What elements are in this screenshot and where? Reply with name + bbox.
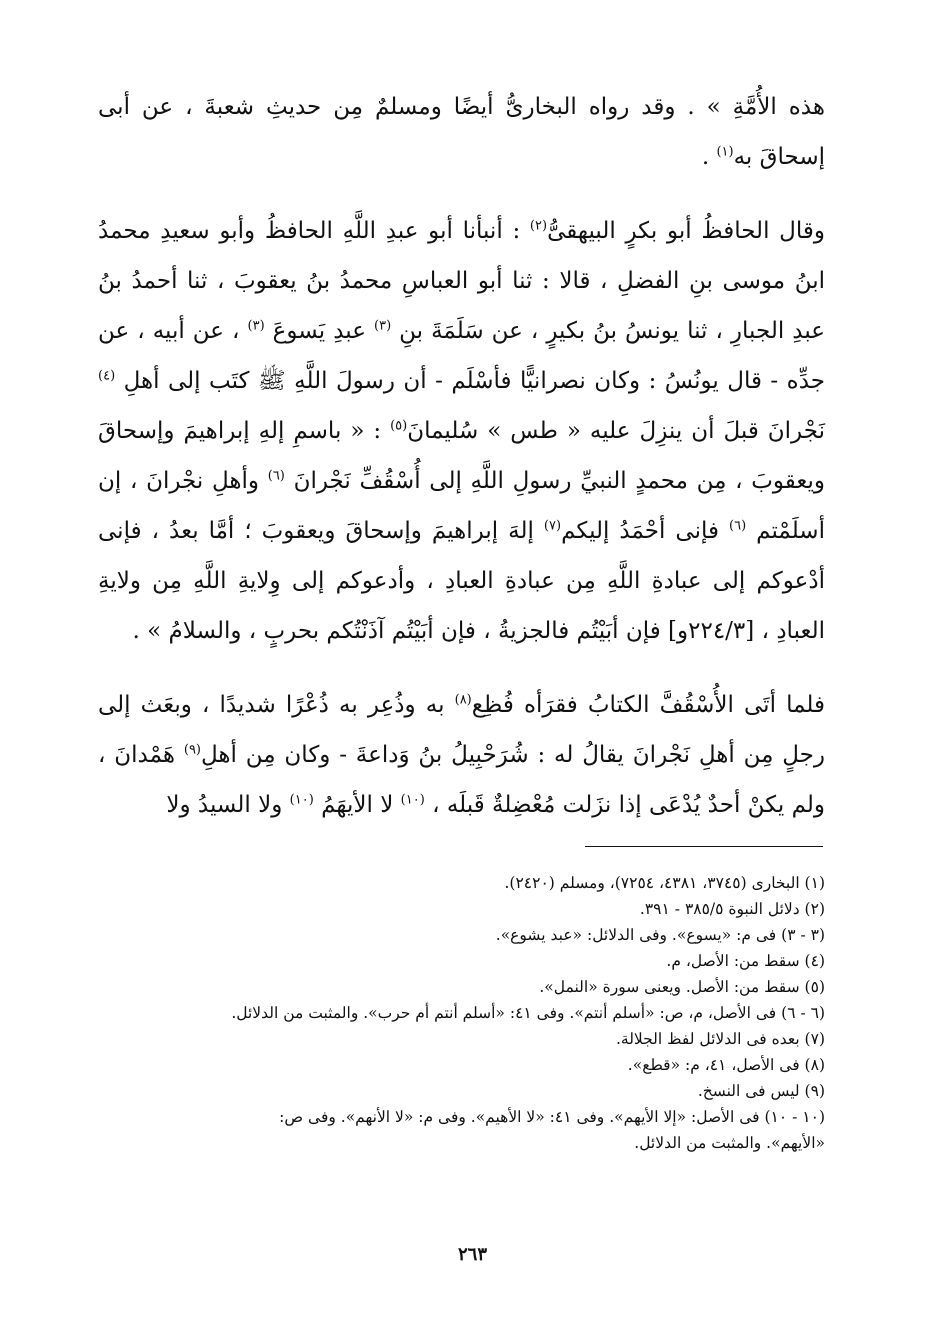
text-run: إلهَ إبراهيمَ وإسحاقَ ويعقوبَ ؛ أمَّا بعدُ ، فإنى أدْعوكم إلى عبادةِ اللَّهِ مِن عبادةِ العبادِ ، وأدعوكم إلى وِلايةِ اللَّهِ مِن ولايةِ العبادِ ، [٢٢٤/٣و] فإن أبَيْتُم فالجزيةُ ، فإن أبَيْتُم آذَنْتُكم بحربٍ ، والسلامُ » . bbox=[98, 518, 825, 644]
footnote-ref: (٥) bbox=[390, 418, 408, 434]
footnote: (٤) سقط من: الأصل، م. bbox=[666, 952, 825, 970]
text-run: عبدِ يَسوعَ bbox=[264, 318, 374, 344]
footnote: (٢) دلائل النبوة ٣٨٥/٥ - ٣٩١. bbox=[639, 900, 825, 918]
paragraph-1 bbox=[98, 82, 825, 182]
page-number: ٢٦٣ bbox=[457, 1244, 487, 1265]
footnote: (٧) بعده فى الدلائل لفظ الجلالة. bbox=[615, 1030, 825, 1048]
footnote-ref: (٧) bbox=[543, 518, 562, 534]
paragraph-3 bbox=[98, 680, 825, 830]
text-run: فإنى أحْمَدُ إليكم bbox=[561, 518, 729, 544]
footnote-ref: (٢) bbox=[529, 218, 548, 234]
footnote-ref: (١٠) bbox=[289, 792, 314, 808]
footnote-ref: (٨) bbox=[454, 692, 472, 708]
text-run: وأهلِ نجْرانَ ، إن أسلَمْتم bbox=[98, 468, 825, 544]
text-run: : « باسمِ إلهِ إبراهيمَ وإسحاقَ ويعقوبَ ، مِن محمدٍ النبيِّ رسولِ اللَّهِ إلى أُسْقُفِّ نَجْرانَ bbox=[98, 418, 825, 494]
text-run: ، عن أبيه ، عن جدِّه - قال يونُسُ : وكان نصرانيًّا فأسْلَم - أن رسولَ اللَّهِ ﷺ كتَب إلى أهلِ bbox=[98, 318, 825, 394]
footnote: (٣ - ٣) فى م: «يسوع». وفى الدلائل: «عبد يشوع». bbox=[495, 926, 825, 944]
footnote-ref: (٦) bbox=[729, 518, 747, 534]
text-run: هذه الأُمَّةِ » . وقد رواه البخارىُّ أيضًا ومسلمٌ مِن حديثِ شعبةَ ، عن أبى إسحاقَ به bbox=[98, 94, 825, 170]
footnote: (٥) سقط من: الأصل. ويعنى سورة «النمل». bbox=[539, 978, 825, 996]
text-run: نَجْرانَ قبلَ أن ينزِلَ عليه « طس » سُليمانَ bbox=[407, 418, 825, 444]
text-run: وقال الحافظُ أبو بكرٍ البيهقىُّ bbox=[547, 218, 825, 244]
text-run: : أنبأنا أبو عبدِ اللَّهِ الحافظُ وأبو سعيدِ محمدُ ابنُ موسى بنِ الفضلِ ، قالا : ثنا أبو العباسِ محمدُ بنُ يعقوبَ ، ثنا أحمدُ بنُ عبدِ الجبارِ ، ثنا يونسُ بنُ بكيرٍ ، عن سَلَمَةَ بنِ bbox=[98, 218, 825, 344]
footnote: (٦ - ٦) فى الأصل، م، ص: «أسلم أنتم». وفى ٤١: «أسلم أنتم أم حرب». والمثبت من الدلائل. bbox=[231, 1004, 825, 1022]
footnotes bbox=[98, 870, 825, 1156]
footnote-ref: (٣) bbox=[247, 318, 265, 334]
text-run: هَمْدانَ ، ولم يكنْ أحدٌ يُدْعَى إذا نزَلت مُعْضِلةٌ قَبلَه ، bbox=[98, 742, 825, 818]
footnote: (٩) ليس فى النسخ. bbox=[697, 1082, 825, 1100]
footnote-ref: (٩) bbox=[183, 742, 201, 758]
main-text bbox=[98, 82, 825, 830]
text-run: ولا السيدُ ولا bbox=[166, 792, 290, 818]
text-run: لا الأيهَمُ bbox=[313, 792, 401, 818]
footnote: (١) البخارى (٣٧٤٥، ٤٣٨١، ٧٢٥٤)، ومسلم (٢٤٢٠). bbox=[504, 874, 825, 892]
footnote-ref: (٣) bbox=[374, 318, 392, 334]
footnote-ref: (١٠) bbox=[400, 792, 425, 808]
footnote-ref: (١) bbox=[716, 144, 734, 160]
text-run: فلما أتَى الأُسْقُفَّ الكتابُ فقرَأه فُظِع bbox=[471, 692, 825, 718]
footnote: (٨) فى الأصل، ٤١، م: «قطع». bbox=[627, 1056, 825, 1074]
text-run: به وذُعِر به ذُعْرًا شديدًا ، وبعَث إلى رجلٍ مِن أهلِ نَجْرانَ يقالُ له : شُرَحْبِيلُ بنُ وَداعةَ - وكان مِن أهلِ bbox=[98, 692, 825, 768]
footnote-separator bbox=[585, 846, 823, 847]
footnote: «الأيهم». والمثبت من الدلائل. bbox=[634, 1134, 825, 1152]
footnote-ref: (٤) bbox=[98, 368, 116, 384]
footnote: (١٠ - ١٠) فى الأصل: «إلا الأيهم». وفى ٤١: «لا الأهيم». وفى م: «لا الأنهم». وفى ص: bbox=[279, 1108, 825, 1126]
text-run: . bbox=[701, 144, 717, 170]
footnote-ref: (٦) bbox=[267, 468, 285, 484]
paragraph-2 bbox=[98, 206, 825, 656]
